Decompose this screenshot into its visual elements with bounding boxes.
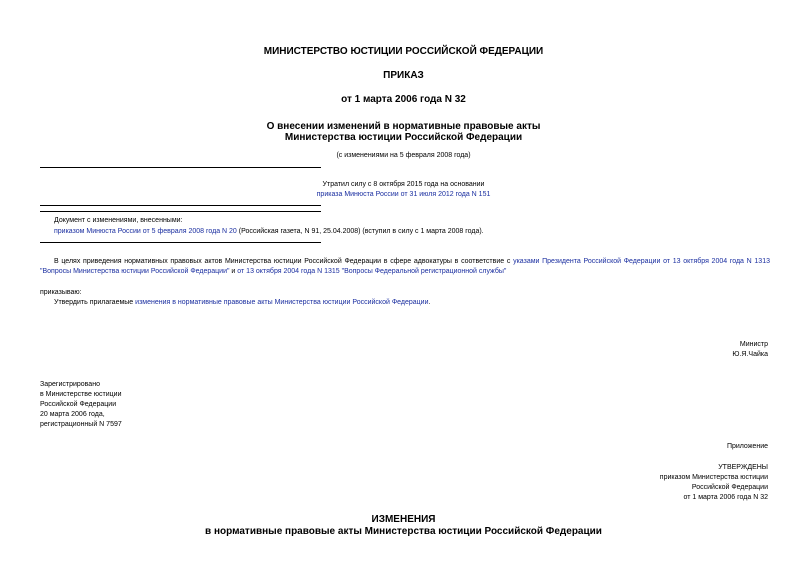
document-type: ПРИКАЗ xyxy=(383,70,424,81)
revision-note: (с изменениями на 5 февраля 2008 года) xyxy=(336,152,471,159)
registration-line: 20 марта 2006 года, xyxy=(40,411,105,418)
registration-line: в Министерстве юстиции xyxy=(40,391,122,398)
approval-line: Российской Федерации xyxy=(691,484,768,491)
signature-name: Ю.Я.Чайка xyxy=(732,351,768,358)
divider xyxy=(40,211,321,212)
approval-line: УТВЕРЖДЕНЫ xyxy=(718,464,768,471)
signature-position: Министр xyxy=(739,341,768,348)
status-text: Утратил силу с 8 октября 2015 года на основании xyxy=(322,181,485,188)
divider xyxy=(40,242,321,243)
divider xyxy=(40,167,321,168)
approval-line: от 1 марта 2006 года N 32 xyxy=(683,494,768,501)
decree-1313-link[interactable]: указами Президента Российской Федерации от 13 октября 2004 года N 1313 "Вопросы Министерства юстиции Российской Федерации" xyxy=(40,258,770,275)
ministry-name: МИНИСТЕРСТВО ЮСТИЦИИ РОССИЙСКОЙ ФЕДЕРАЦИИ xyxy=(263,46,544,57)
changes-subheading: в нормативные правовые акты Министерства юстиции Российской Федерации xyxy=(205,526,602,537)
document-date-number: от 1 марта 2006 года N 32 xyxy=(341,94,466,105)
preamble-text: В целях приведения нормативных правовых актов Министерства юстиции Российской Федерации в сфере адвокатуры в соответствие с xyxy=(54,258,514,265)
registration-line: регистрационный N 7597 xyxy=(40,421,122,428)
preamble-paragraph xyxy=(40,257,770,277)
registration-line: Российской Федерации xyxy=(40,401,117,408)
preamble-and: и xyxy=(229,268,238,275)
order-word: приказываю: xyxy=(40,289,82,296)
appendix-label: Приложение xyxy=(726,443,768,450)
order-text: Утвердить прилагаемые xyxy=(54,299,136,306)
approval-block xyxy=(660,463,768,503)
amendment-details: (Российская газета, N 91, 25.04.2008) (вступил в силу с 1 марта 2008 года). xyxy=(236,228,484,235)
amendment-link[interactable]: приказом Минюста России от 5 февраля 2008 года N 20 xyxy=(54,228,237,235)
changes-link[interactable]: изменения в нормативные правовые акты Министерства юстиции Российской Федерации xyxy=(135,299,429,306)
amendments-line xyxy=(54,227,774,237)
status-link[interactable]: приказа Минюста России от 31 июля 2012 года N 151 xyxy=(316,191,491,198)
approval-line: приказом Министерства юстиции xyxy=(659,474,768,481)
order-end: . xyxy=(428,299,431,306)
registration-block xyxy=(40,380,122,430)
document-title-line1: О внесении изменений в нормативные правовые акты xyxy=(266,121,541,132)
changes-heading: ИЗМЕНЕНИЯ xyxy=(371,514,436,525)
divider xyxy=(40,205,321,206)
order-paragraph xyxy=(54,298,430,308)
document-title-line2: Министерства юстиции Российской Федерации xyxy=(284,132,523,143)
registration-line: Зарегистрировано xyxy=(40,381,100,388)
amendments-label: Документ с изменениями, внесенными: xyxy=(54,217,183,224)
decree-1315-link[interactable]: от 13 октября 2004 года N 1315 "Вопросы Федеральной регистрационной службы" xyxy=(237,268,507,275)
